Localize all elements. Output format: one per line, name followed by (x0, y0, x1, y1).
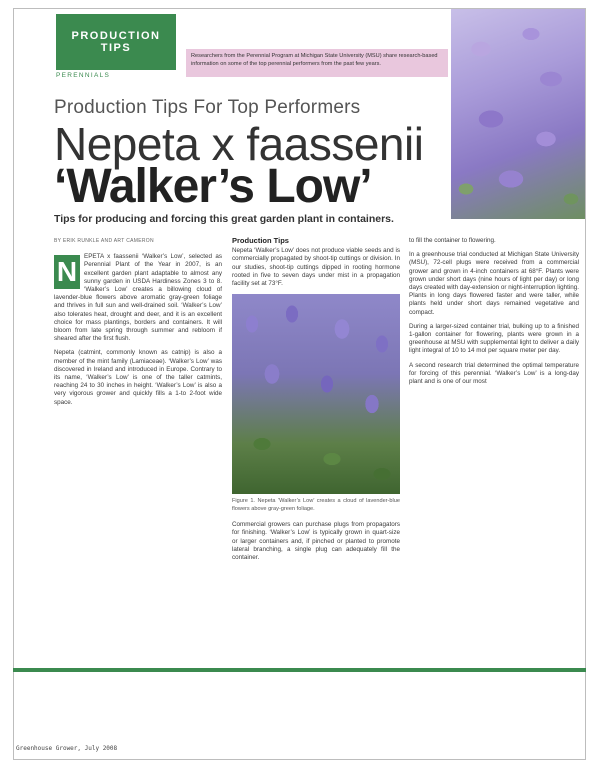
article-title-line1: Nepeta x faassenii (54, 118, 424, 170)
column-1 (54, 237, 222, 413)
col3-paragraph-3: During a larger-sized container trial, bulking up to a finished 1-gallon container for flowering, plants were grown in a greenhouse at MSU with supplemental light to deliver a daily light integral of 10 to 14 mol per square meter per day. (409, 322, 579, 355)
column-2 (232, 237, 400, 568)
section-label: PERENNIALS (56, 72, 111, 79)
page-frame (13, 8, 586, 760)
footer-text: Greenhouse Grower, July 2008 (16, 745, 118, 752)
badge-line2: TIPS (100, 42, 132, 54)
col3-paragraph-2: In a greenhouse trial conducted at Michigan State University (MSU), 72-cell plugs were received from a commercial grower and grown in 4-inch containers at 68°F. Plants were grown under short days (nine hours of light per day) or long days created with day-extension or night-interruption lighting. Plants in long days flowered faster and were taller, while plants held under short days remained vegetative and compact. (409, 251, 579, 316)
article-tagline: Tips for producing and forcing this great garden plant in containers. (54, 213, 394, 225)
intro-note: Researchers from the Perennial Program at Michigan State University (MSU) share research-based information on some of the top perennial performers from the past few years. (186, 49, 448, 77)
col3-paragraph-4: A second research trial determined the optimal temperature for forcing of this perennial. ‘Walker’s Low’ is a long-day plant and is one of our most (409, 361, 579, 386)
nepeta-plant-photo (232, 294, 400, 494)
col3-paragraph-1: to fill the container to flowering. (409, 237, 496, 244)
badge-line1: PRODUCTION (71, 30, 161, 42)
production-tips-badge (56, 14, 176, 70)
nepeta-flower-photo-top (451, 9, 585, 219)
column-3 (409, 237, 579, 392)
article-kicker: Production Tips For Top Performers (54, 97, 361, 118)
footer-rule (13, 668, 586, 672)
col1-paragraph-2: Nepeta (catmint, commonly known as catnip) is also a member of the mint family (Lamiaceae). ‘Walker’s Low’ was discovered in Ireland and introduced in Europe. Contrary to its name, ‘Walker’s Low’ is one of the taller catmints, reaching 24 to 30 inches in height. ‘Walker’s Low’ is also a very vigorous grower and quickly fills a 1-to 2-foot wide space. (54, 349, 222, 406)
drop-cap: N (54, 255, 80, 289)
byline: BY ERIK RUNKLE AND ART CAMERON (54, 238, 154, 244)
article-title-line2: ‘Walker’s Low’ (54, 160, 372, 213)
figure-caption: Figure 1. Nepeta ‘Walker’s Low’ creates a cloud of lavender-blue flowers above gray-green foliage. (232, 498, 400, 512)
production-tips-subhead: Production Tips (232, 236, 289, 245)
col2-paragraph-2: Commercial growers can purchase plugs from propagators for finishing. ‘Walker’s Low’ is typically grown in quart-size or larger containers and, if pinched or planted to promote lateral branching, a single plug can adequately fill the container. (232, 521, 400, 562)
col1-paragraph-1: EPETA x faassenii ‘Walker’s Low’, selected as Perennial Plant of the Year in 2007, is an excellent garden plant adaptable to almost any sunny garden in USDA Hardiness Zones 3 to 8. ‘Walker’s Low’ creates a billowing cloud of lavender-blue flowers above aromatic gray-green foliage and thrives in full sun and well-drained soil. ‘Walker’s Low’ also tolerates heat, drought and deer, and it is an excellent choice for mass plantings, borders and containers. It will bloom from late spring through summer and rebloom if sheared after the first flush. (54, 253, 222, 343)
col2-paragraph-1: Nepeta ‘Walker’s Low’ does not produce viable seeds and is commercially propagated by shoot-tip cuttings or division. In our studies, shoot-tip cuttings dipped in rooting hormone rooted in five to seven days under mist in a propagation facility set at 73°F. (232, 247, 400, 288)
